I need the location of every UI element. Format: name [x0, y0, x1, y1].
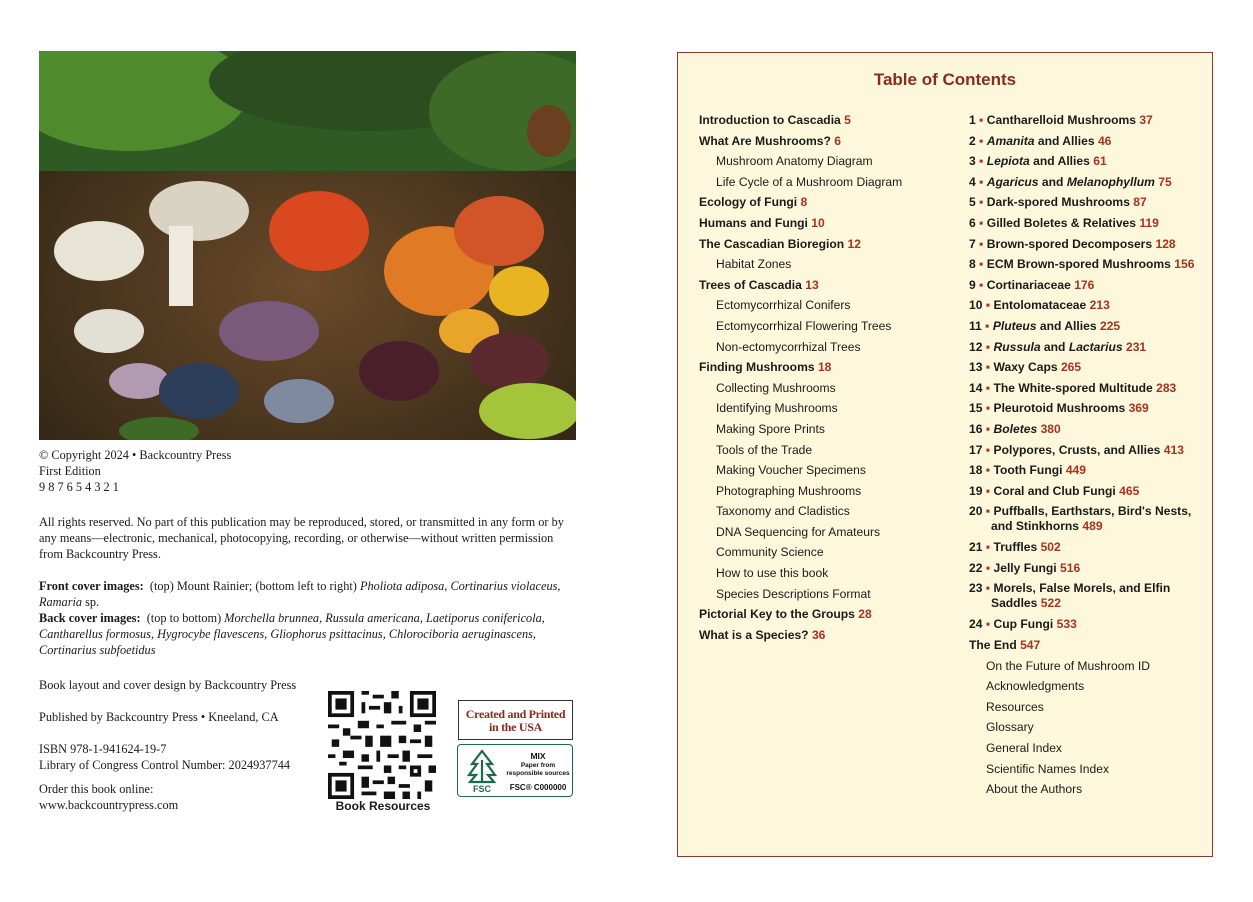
made-in-usa-line2: in the USA — [488, 720, 542, 734]
toc-chapter-entry[interactable] — [969, 357, 1214, 378]
toc-page-number: 36 — [811, 627, 826, 642]
chapter-label: Cantharelloid Mushrooms — [986, 113, 1136, 127]
toc-chapter-entry[interactable] — [969, 337, 1214, 358]
toc-chapter-entry[interactable] — [969, 398, 1214, 419]
chapter-number: 21 — [969, 540, 983, 555]
toc-page-number: 8 — [800, 195, 808, 210]
toc-entry-label: Identifying Mushrooms — [716, 401, 838, 416]
toc-entry[interactable] — [699, 151, 959, 172]
chapter-label-italic: Lepiota — [986, 154, 1030, 169]
toc-entry-label: DNA Sequencing for Amateurs — [716, 524, 881, 539]
chapter-label: Tooth Fungi — [993, 463, 1063, 478]
toc-entry[interactable] — [969, 779, 1214, 800]
chapter-number: 24 — [969, 617, 983, 632]
chapter-label: Cortinariaceae — [986, 277, 1071, 292]
publisher-info — [39, 677, 319, 829]
toc-page-number: 176 — [1074, 277, 1095, 292]
bullet-icon: ▪ — [985, 318, 990, 333]
toc-chapter-entry[interactable] — [969, 419, 1214, 440]
chapter-number: 20 — [969, 504, 983, 519]
chapter-label-italic: Amanita — [986, 133, 1035, 148]
fsc-subtitle: Paper from responsible sources — [506, 762, 570, 777]
front-cover-credit — [39, 578, 579, 610]
toc-page-number: 465 — [1119, 483, 1140, 498]
chapter-number: 10 — [969, 298, 983, 313]
publisher-line: Published by Backcountry Press • Kneeland, CA — [39, 710, 279, 724]
chapter-label: and — [1043, 339, 1066, 354]
toc-entry-label: Glossary — [986, 720, 1034, 735]
toc-entry[interactable] — [699, 584, 959, 605]
chapter-label-continued: and Stinkhorns — [991, 519, 1080, 534]
isbn-block — [39, 741, 319, 773]
chapter-label: Truffles — [993, 540, 1038, 555]
bullet-icon: ▪ — [985, 442, 991, 457]
chapter-number: 15 — [969, 401, 983, 416]
chapter-number: 8 — [969, 257, 976, 272]
bullet-icon: ▪ — [979, 215, 984, 230]
chapter-number: 3 — [969, 154, 976, 169]
toc-entry[interactable] — [699, 522, 959, 543]
chapter-number: 17 — [969, 442, 983, 457]
chapter-label: and — [1041, 174, 1064, 189]
qr-code-block[interactable] — [328, 691, 438, 813]
toc-entry-label: How to use this book — [716, 566, 829, 581]
toc-chapter-entry[interactable] — [969, 378, 1214, 399]
toc-entry-label: Resources — [986, 699, 1044, 714]
bullet-icon: ▪ — [979, 154, 984, 169]
toc-entry-label: Making Voucher Specimens — [716, 463, 866, 478]
chapter-label-italic: Agaricus — [986, 174, 1039, 189]
order-block — [39, 781, 319, 813]
toc-entry[interactable] — [699, 357, 959, 378]
toc-entry[interactable] — [699, 131, 959, 152]
toc-chapter-entry[interactable] — [969, 254, 1214, 275]
toc-entry[interactable] — [699, 234, 959, 255]
toc-page-number: 533 — [1056, 617, 1077, 632]
toc-chapter-entry[interactable] — [969, 501, 1214, 537]
toc-chapter-entry[interactable] — [969, 481, 1214, 502]
printing-line: 9 8 7 6 5 4 3 2 1 — [39, 480, 119, 494]
toc-page-number: 265 — [1060, 360, 1082, 375]
toc-page-number: 522 — [1040, 596, 1061, 611]
toc-entry[interactable] — [699, 192, 959, 213]
chapter-label: and Allies — [1039, 318, 1097, 333]
toc-entry-label: Ectomycorrhizal Conifers — [716, 298, 851, 313]
chapter-number: 19 — [969, 483, 983, 498]
chapter-label-italic: Russula — [993, 339, 1041, 354]
front-cover-label: Front cover images: — [39, 579, 144, 593]
chapter-number: 6 — [969, 215, 976, 230]
bullet-icon: ▪ — [985, 504, 991, 519]
toc-entry-label: Species Descriptions Format — [716, 586, 871, 601]
toc-entry-label: Trees of Cascadia — [699, 277, 802, 292]
chapter-label: Coral and Club Fungi — [993, 483, 1116, 498]
toc-chapter-entry[interactable] — [969, 440, 1214, 461]
toc-chapter-entry[interactable] — [969, 295, 1214, 316]
toc-entry[interactable] — [699, 563, 959, 584]
edition-line: First Edition — [39, 464, 101, 478]
bullet-icon: ▪ — [979, 113, 984, 127]
chapter-label: and Allies — [1037, 133, 1095, 148]
toc-page-number: 489 — [1082, 519, 1103, 534]
chapter-number: 2 — [969, 133, 976, 148]
toc-entry-label: Ecology of Fungi — [699, 195, 798, 210]
toc-chapter-entry[interactable] — [969, 537, 1214, 558]
toc-chapter-entry[interactable] — [969, 110, 1214, 131]
toc-entry[interactable] — [699, 604, 959, 625]
bullet-icon: ▪ — [985, 581, 991, 596]
toc-chapter-entry[interactable] — [969, 460, 1214, 481]
toc-entry[interactable] — [969, 635, 1214, 656]
toc-entry[interactable] — [699, 254, 959, 275]
toc-page-number: 213 — [1089, 298, 1110, 313]
toc-entry[interactable] — [699, 110, 959, 131]
toc-page-number: 18 — [817, 360, 832, 375]
toc-entry[interactable] — [699, 440, 959, 461]
copyright-block — [39, 447, 579, 495]
toc-page-number: 10 — [811, 215, 825, 230]
chapter-number: 22 — [969, 560, 983, 575]
chapter-number: 23 — [969, 581, 983, 596]
toc-entry-label: What Are Mushrooms? — [699, 133, 831, 148]
toc-chapter-entry[interactable] — [969, 131, 1214, 152]
toc-entry-label: Mushroom Anatomy Diagram — [716, 154, 873, 169]
toc-entry[interactable] — [699, 542, 959, 563]
toc-entry[interactable] — [699, 275, 959, 296]
front-cover-sp: sp. — [85, 595, 100, 609]
chapter-label-continued: Saddles — [991, 596, 1038, 611]
toc-entry-label: Collecting Mushrooms — [716, 380, 836, 395]
bullet-icon: ▪ — [979, 257, 984, 272]
toc-entry[interactable] — [699, 172, 959, 193]
back-cover-label: Back cover images: — [39, 611, 141, 625]
back-cover-species: Morchella brunnea, Russula americana, Laetiporus conifericola, Cantharellus formosus, Hygrocybe flavescens, Gliophorus psittacinus, Chlorociboria aeruginascens, Cortinarius subfoetidus — [39, 611, 545, 657]
chapter-number: 13 — [969, 360, 983, 375]
chapter-number: 4 — [969, 174, 976, 189]
back-cover-credit — [39, 610, 579, 658]
chapter-label: The White-spored Multitude — [993, 380, 1153, 395]
toc-page-number: 13 — [805, 277, 819, 292]
chapter-label-italic: Melanophyllum — [1066, 174, 1155, 189]
cover-credits — [39, 578, 579, 658]
toc-chapter-entry[interactable] — [969, 558, 1214, 579]
chapter-label-italic: Pluteus — [992, 318, 1037, 333]
toc-entry-label: Non-ectomycorrhizal Trees — [716, 339, 861, 354]
toc-entry-label: Ectomycorrhizal Flowering Trees — [716, 318, 892, 333]
front-cover-text: (top) Mount Rainier; (bottom left to right) — [149, 579, 357, 593]
toc-entry-label: On the Future of Mushroom ID — [986, 658, 1151, 673]
chapter-number: 12 — [969, 339, 983, 354]
chapter-label: Brown-spored Decomposers — [986, 236, 1153, 251]
chapter-label: ECM Brown-spored Mushrooms — [986, 257, 1171, 272]
fsc-code: FSC® C000000 — [509, 783, 567, 792]
lccn-line: Library of Congress Control Number: 2024937744 — [39, 758, 291, 772]
toc-page-number: 28 — [858, 607, 872, 622]
toc-title: Table of Contents — [873, 70, 1017, 89]
toc-entry[interactable] — [699, 378, 959, 399]
made-in-usa-badge — [458, 700, 573, 740]
toc-page-number: 5 — [844, 113, 851, 127]
toc-entry[interactable] — [969, 697, 1214, 718]
toc-page-number: 37 — [1139, 113, 1153, 127]
toc-right-column — [969, 110, 1214, 800]
fsc-mix-label: MIX — [530, 751, 546, 761]
toc-page-number: 369 — [1128, 401, 1149, 416]
toc-chapter-entry[interactable] — [969, 213, 1214, 234]
bullet-icon: ▪ — [979, 195, 984, 210]
bullet-icon: ▪ — [985, 421, 991, 436]
toc-page-number: 413 — [1163, 442, 1184, 457]
chapter-number: 9 — [969, 277, 976, 292]
bullet-icon: ▪ — [985, 617, 991, 632]
toc-page-number: 75 — [1158, 174, 1172, 189]
chapter-label-italic: Lactarius — [1068, 339, 1123, 354]
rights-notice: All rights reserved. No part of this publication may be reproduced, stored, or transmitted in any form or by any means—electronic, mechanical, photocopying, recording, or otherwise—without written permission from Backcountry Press. — [39, 515, 564, 561]
bullet-icon: ▪ — [985, 380, 991, 395]
toc-entry[interactable] — [699, 337, 959, 358]
chapter-number: 11 — [969, 318, 982, 333]
toc-page-number: 156 — [1174, 257, 1195, 272]
bullet-icon: ▪ — [985, 483, 991, 498]
toc-page-number: 547 — [1020, 638, 1041, 653]
toc-page-number: 46 — [1097, 133, 1112, 148]
toc-entry-label: Making Spore Prints — [716, 421, 825, 436]
toc-page-number: 380 — [1040, 421, 1061, 436]
toc-page-number: 6 — [834, 133, 842, 148]
website-link[interactable]: www.backcountrypress.com — [39, 798, 179, 812]
chapter-label-italic: Boletes — [993, 421, 1038, 436]
toc-entry[interactable] — [699, 213, 959, 234]
toc-page-number: 87 — [1133, 195, 1147, 210]
toc-page-number: 449 — [1065, 463, 1087, 478]
toc-entry[interactable] — [699, 460, 959, 481]
chapter-label: Puffballs, Earthstars, Bird's Nests, — [993, 504, 1192, 519]
toc-chapter-entry[interactable] — [969, 316, 1214, 337]
toc-entry[interactable] — [699, 398, 959, 419]
toc-entry[interactable] — [969, 759, 1214, 780]
chapter-number: 16 — [969, 421, 983, 436]
toc-page-number: 119 — [1139, 215, 1159, 230]
toc-entry-label: Life Cycle of a Mushroom Diagram — [716, 174, 903, 189]
bullet-icon: ▪ — [979, 133, 984, 148]
toc-entry-label: Scientific Names Index — [986, 761, 1110, 776]
qr-code-icon[interactable] — [328, 691, 436, 799]
copyright-line: © Copyright 2024 • Backcountry Press — [39, 448, 232, 462]
toc-page-number: 61 — [1093, 154, 1107, 169]
toc-page-number: 128 — [1155, 236, 1176, 251]
toc-page-number: 12 — [847, 236, 861, 251]
toc-entry[interactable] — [699, 625, 959, 646]
toc-entry-label: Pictorial Key to the Groups — [699, 607, 855, 622]
chapter-label: Waxy Caps — [993, 360, 1058, 375]
bullet-icon: ▪ — [979, 174, 984, 189]
toc-chapter-entry[interactable] — [969, 151, 1214, 172]
toc-entry-label: Humans and Fungi — [699, 215, 808, 230]
made-in-usa-line1: Created and Printed — [465, 707, 566, 721]
toc-chapter-entry[interactable] — [969, 192, 1214, 213]
toc-entry[interactable] — [969, 656, 1214, 677]
toc-entry-label: The Cascadian Bioregion — [699, 236, 845, 251]
back-cover-text: (top to bottom) — [146, 611, 222, 625]
toc-entry[interactable] — [699, 316, 959, 337]
toc-page-number: 225 — [1099, 318, 1121, 333]
toc-entry[interactable] — [699, 295, 959, 316]
toc-page-number: 502 — [1040, 540, 1061, 555]
chapter-number: 7 — [969, 236, 976, 251]
chapter-label: and Allies — [1033, 154, 1090, 169]
bullet-icon: ▪ — [985, 401, 991, 416]
chapter-number: 14 — [969, 380, 983, 395]
isbn-line: ISBN 978-1-941624-19-7 — [39, 742, 167, 756]
toc-entry[interactable] — [969, 717, 1214, 738]
toc-chapter-entry[interactable] — [969, 275, 1214, 296]
bullet-icon: ▪ — [985, 339, 991, 354]
chapter-label: Entolomataceae — [993, 298, 1087, 313]
toc-entry-label: Photographing Mushrooms — [716, 483, 862, 498]
toc-page-number: 283 — [1156, 380, 1177, 395]
chapter-label: Pleurotoid Mushrooms — [993, 401, 1126, 416]
toc-entry-label: General Index — [986, 741, 1062, 756]
bullet-icon: ▪ — [985, 298, 991, 313]
toc-entry[interactable] — [969, 738, 1214, 759]
toc-entry[interactable] — [699, 419, 959, 440]
order-line: Order this book online: — [39, 782, 154, 796]
toc-chapter-entry[interactable] — [969, 578, 1214, 614]
toc-entry-label: Introduction to Cascadia — [699, 113, 841, 127]
chapter-number: 5 — [969, 195, 976, 210]
design-credit: Book layout and cover design by Backcountry Press — [39, 678, 297, 692]
toc-chapter-entry[interactable] — [969, 234, 1214, 255]
mushroom-photo — [39, 51, 576, 440]
toc-page-number: 231 — [1125, 339, 1147, 354]
bullet-icon: ▪ — [979, 236, 984, 251]
toc-entry-label: Finding Mushrooms — [699, 360, 815, 375]
fsc-badge — [457, 744, 573, 797]
chapter-label: Dark-spored Mushrooms — [986, 195, 1130, 210]
chapter-label: Gilled Boletes & Relatives — [986, 215, 1136, 230]
toc-chapter-entry[interactable] — [969, 172, 1214, 193]
bullet-icon: ▪ — [985, 560, 991, 575]
chapter-number: 18 — [969, 463, 983, 478]
bullet-icon: ▪ — [979, 277, 984, 292]
toc-entry[interactable] — [699, 501, 959, 522]
chapter-label: Polypores, Crusts, and Allies — [993, 442, 1161, 457]
toc-entry-label: Habitat Zones — [716, 257, 792, 272]
chapter-label: Morels, False Morels, and Elfin — [993, 581, 1171, 596]
bullet-icon: ▪ — [985, 463, 991, 478]
qr-code-label: Book Resources — [335, 799, 431, 813]
toc-chapter-entry[interactable] — [969, 614, 1214, 635]
fsc-tree-icon — [464, 748, 500, 794]
fsc-brand-text: FSC — [473, 784, 491, 794]
toc-left-column — [699, 110, 959, 645]
table-of-contents — [677, 52, 1213, 857]
chapter-label: Jelly Fungi — [993, 560, 1057, 575]
toc-entry-label: What is a Species? — [699, 627, 809, 642]
bullet-icon: ▪ — [985, 540, 991, 555]
chapter-number: 1 — [969, 113, 976, 127]
toc-entry-label: About the Authors — [986, 782, 1083, 797]
toc-entry-label: Community Science — [716, 545, 824, 560]
toc-entry-label: Tools of the Trade — [716, 442, 813, 457]
toc-page-number: 516 — [1060, 560, 1081, 575]
toc-entry-label: The End — [969, 638, 1017, 653]
toc-entry[interactable] — [699, 481, 959, 502]
toc-entry-label: Acknowledgments — [986, 679, 1085, 694]
toc-entry-label: Taxonomy and Cladistics — [716, 504, 850, 519]
chapter-label: Cup Fungi — [993, 617, 1054, 632]
toc-entry[interactable] — [969, 676, 1214, 697]
front-cover-species: Pholiota adiposa, Cortinarius violaceus, Ramaria — [39, 579, 561, 609]
bullet-icon: ▪ — [985, 360, 991, 375]
